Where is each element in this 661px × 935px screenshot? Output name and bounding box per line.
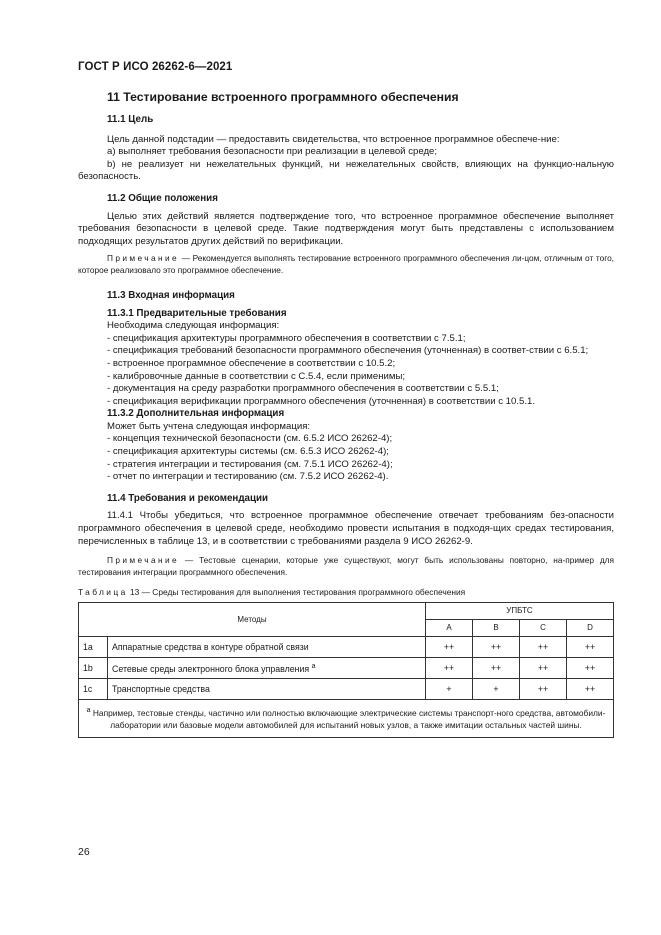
cell-c: ++	[520, 637, 567, 658]
list-item: a) выполняет требования безопасности при реализации в целевой среде;	[107, 146, 438, 158]
table-footnote	[79, 700, 614, 738]
subsection-11-1-intro: Цель данной подстадии — предоставить свидетельства, что встроенное программное обеспече-ние:	[107, 133, 560, 145]
column-header-b: B	[473, 619, 520, 637]
table-caption-label: Таблица	[78, 586, 128, 597]
cell-d: ++	[567, 637, 614, 658]
row-method: Аппаратные средства в контуре обратной связи	[108, 637, 426, 658]
cell-a: ++	[426, 637, 473, 658]
row-id: 1a	[79, 637, 108, 658]
footnote-text: Например, тестовые стенды, частично или полностью включающие электрические системы транспорт-ного средства, автомобили-лаборатории или базовые модели автомобилей для испытаний новых узлов, а также имитации остальных частей шины.	[90, 708, 606, 730]
subsection-11-4-text: 11.4.1 Чтобы убедиться, что встроенное программное обеспечение отвечает требованиям без-опасности программного обеспечения в целевой среде, необходимо провести испытания в подходя-щих средах тестирования, перечисленных в таблице 13, и в соответствии с требованиями раздела 9 ИСО 26262-9.	[78, 510, 614, 547]
page-content	[78, 90, 614, 738]
list-item: - документация на среду разработки программного обеспечения в соответствии с 5.5.1;	[107, 383, 499, 395]
subsection-11-2-title: 11.2 Общие положения	[107, 192, 218, 204]
row-method: Транспортные средства	[108, 679, 426, 700]
list-item: - спецификация архитектуры системы (см. 6.5.3 ИСО 26262-4);	[107, 446, 389, 458]
note-text: — Тестовые сценарии, которые уже существуют, могут быть использованы повторно, на-пример для тестирования интеграции программного обеспечения.	[78, 555, 614, 577]
document-header: ГОСТ Р ИСО 26262-6—2021	[78, 61, 233, 73]
cell-c: ++	[520, 679, 567, 700]
column-header-d: D	[567, 619, 614, 637]
column-header-methods: Методы	[79, 603, 426, 637]
table-caption	[78, 586, 614, 599]
note-label: Примечание	[107, 253, 180, 264]
test-environments-table	[78, 602, 614, 738]
cell-d: ++	[567, 679, 614, 700]
list-item: - калибровочные данные в соответствии с С.5.4, если применимы;	[107, 370, 406, 382]
subsection-11-1-title: 11.1 Цель	[107, 114, 154, 125]
column-header-c: C	[520, 619, 567, 637]
row-id: 1c	[79, 679, 108, 700]
footnote-mark: a	[86, 707, 91, 715]
subsection-11-3-1-title: 11.3.1 Предварительные требования	[107, 307, 287, 319]
subsection-11-4-title: 11.4 Требования и рекомендации	[107, 492, 269, 504]
list-item: - встроенное программное обеспечение в соответствии с 10.5.2;	[107, 357, 396, 369]
list-item: - концепция технической безопасности (см. 6.5.2 ИСО 26262-4);	[107, 433, 393, 445]
subsection-11-3-2-title: 11.3.2 Дополнительная информация	[107, 408, 285, 420]
subsection-11-3-title: 11.3 Входная информация	[107, 289, 235, 301]
subsection-11-3-2-list	[78, 433, 614, 483]
row-method: Сетевые среды электронного блока управления $^a$	[108, 658, 426, 679]
note-11-2	[78, 253, 614, 276]
section-title: 11 Тестирование встроенного программного обеспечения	[107, 90, 459, 104]
cell-b: ++	[473, 658, 520, 679]
list-item: - спецификация верификации программного обеспечения (уточненная) в соответствии с 10.5.1.	[107, 395, 536, 407]
table-row	[79, 658, 614, 679]
table-row	[79, 679, 614, 700]
subsection-11-3-1-intro: Необходима следующая информация:	[107, 320, 280, 332]
subsection-11-3-1-list	[78, 333, 614, 409]
column-header-a: A	[426, 619, 473, 637]
cell-b: +	[473, 679, 520, 700]
cell-a: +	[426, 679, 473, 700]
subsection-11-1-list	[78, 146, 614, 184]
note-label: Примечание	[107, 555, 180, 566]
list-item: - спецификация архитектуры программного обеспечения в соответствии с 7.5.1;	[107, 332, 466, 344]
cell-d: ++	[567, 658, 614, 679]
subsection-11-2-text: Целью этих действий является подтверждение того, что встроенное программное обеспечение выполняет требования безопасности в целевой среде. Такие подтверждения могут быть представлены с использованием подходящих результатов других действий по верификации.	[78, 210, 614, 247]
list-item: - стратегия интеграции и тестирования (см. 7.5.1 ИСО 26262-4);	[107, 458, 393, 470]
footnote-ref: a	[311, 663, 316, 671]
page-number: 26	[78, 846, 90, 858]
table-caption-text: 13 — Среды тестирования для выполнения тестирования программного обеспечения	[127, 586, 466, 597]
list-item: - отчет по интеграции и тестированию (см. 7.5.2 ИСО 26262-4).	[107, 471, 389, 483]
list-item: b) не реализует ни нежелательных функций, ни нежелательных свойств, влияющих на функцио-нальную безопасность.	[78, 158, 614, 183]
list-item: - спецификация требований безопасности программного обеспечения (уточненная) в соответ-ствии с 6.5.1;	[107, 345, 589, 357]
cell-b: ++	[473, 637, 520, 658]
note-11-4	[78, 555, 614, 578]
column-header-group: УПБТС	[426, 603, 614, 619]
cell-a: ++	[426, 658, 473, 679]
note-text: — Рекомендуется выполнять тестирование встроенного программного обеспечения ли-цом, отличным от того, которое реализовало это программное обеспечение.	[78, 253, 614, 275]
table-row	[79, 637, 614, 658]
cell-c: ++	[520, 658, 567, 679]
subsection-11-3-2-intro: Может быть учтена следующая информация:	[107, 420, 311, 432]
row-id: 1b	[79, 658, 108, 679]
